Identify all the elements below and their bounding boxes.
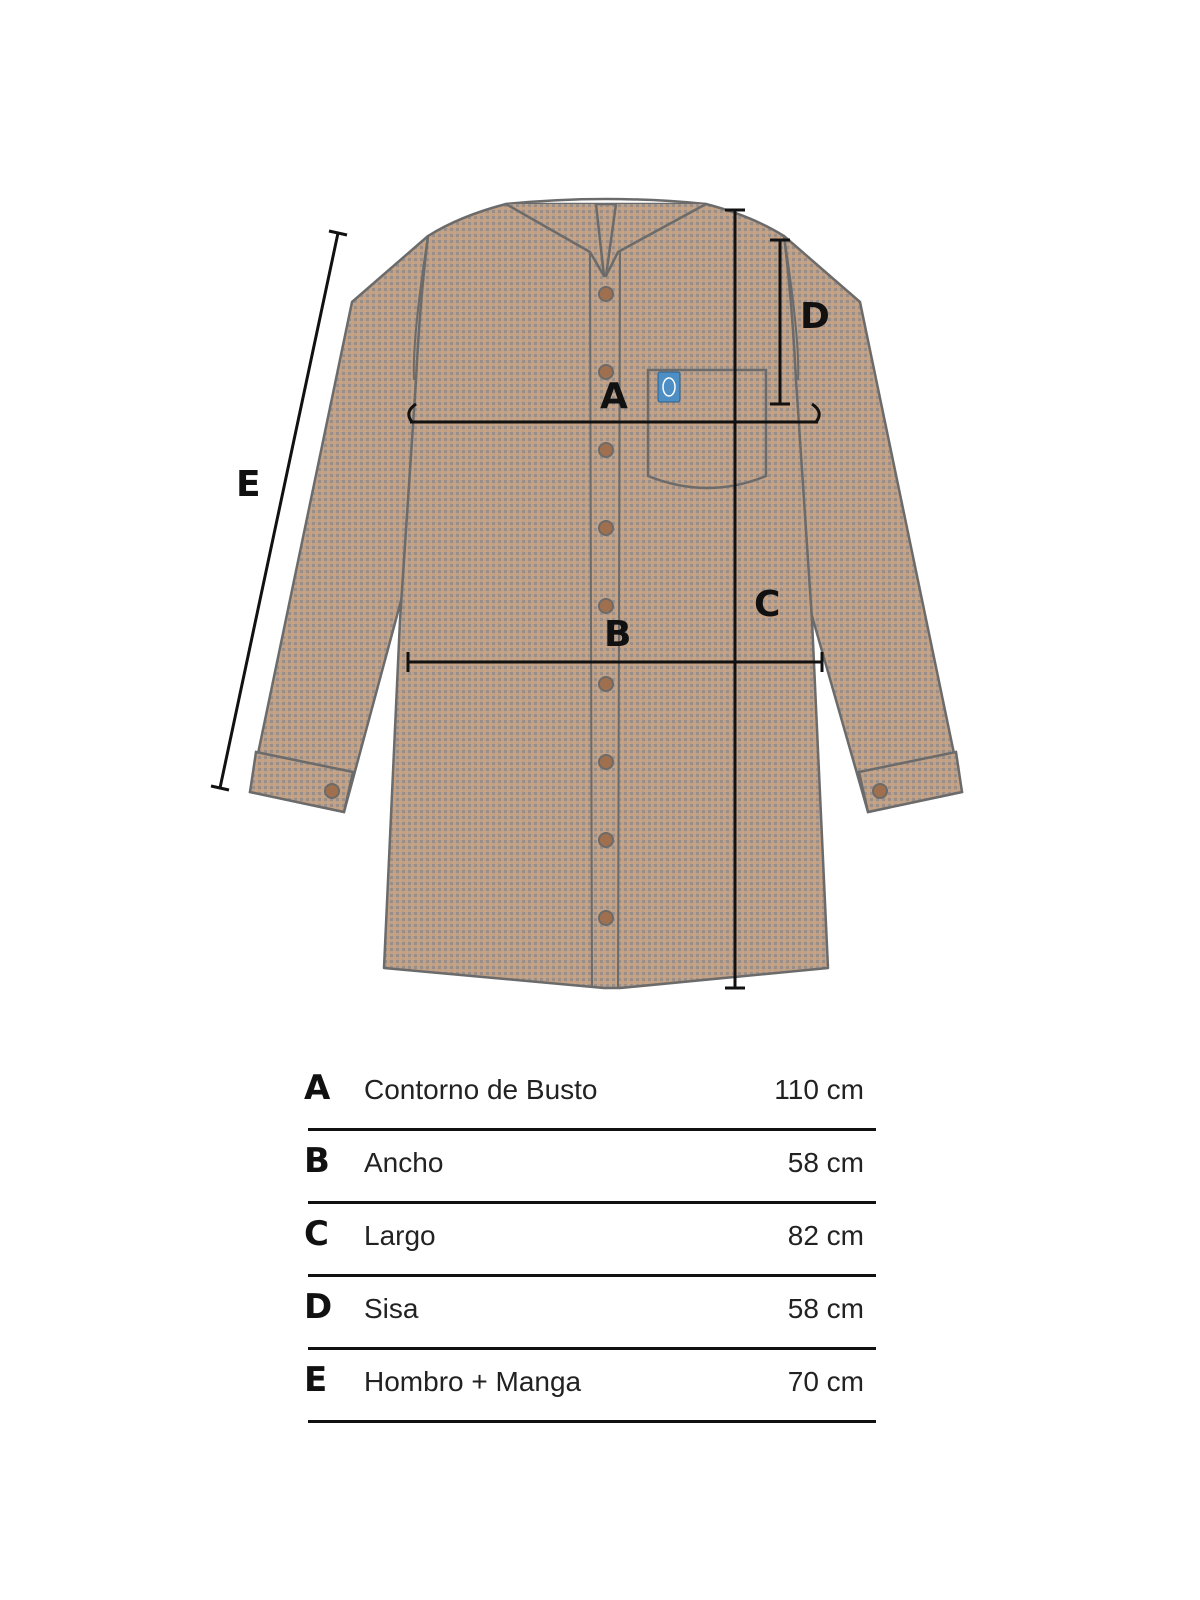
row-measure-name: Ancho [364,1147,444,1178]
shirt-button [599,599,613,613]
row-letter: A [304,1068,331,1108]
row-measure-value: 70 cm [787,1366,864,1397]
row-letter: C [304,1214,329,1254]
shirt-button [599,521,613,535]
shirt-button [599,443,613,457]
row-letter: D [304,1287,333,1327]
size-row-e [304,1350,876,1423]
dimension-label-b: B [604,614,632,655]
row-measure-value: 82 cm [787,1220,864,1251]
dimension-label-c: C [754,584,781,625]
shirt-button [599,677,613,691]
brand-label-patch [658,372,680,402]
shirt-button [599,287,613,301]
dimension-label-d: D [800,296,830,337]
shirt-button [599,911,613,925]
size-table [304,1058,876,1423]
shirt-button [599,755,613,769]
size-row-b [304,1131,876,1204]
right-cuff-button [873,784,887,798]
size-row-d [304,1277,876,1350]
row-measure-name: Sisa [364,1293,419,1324]
left-cuff-button [325,784,339,798]
size-row-a [304,1058,876,1131]
row-measure-name: Contorno de Busto [364,1074,598,1105]
row-measure-value: 58 cm [787,1147,864,1178]
row-letter: B [304,1141,330,1181]
shirt-illustration [250,199,962,988]
shirt-button [599,833,613,847]
row-measure-name: Hombro + Manga [364,1366,582,1397]
size-row-c [304,1204,876,1277]
row-letter: E [304,1360,328,1400]
row-measure-value: 58 cm [787,1293,864,1324]
dimension-label-a: A [600,376,628,417]
row-measure-name: Largo [364,1220,436,1251]
row-measure-value: 110 cm [774,1074,864,1105]
dimension-label-e: E [236,464,261,505]
